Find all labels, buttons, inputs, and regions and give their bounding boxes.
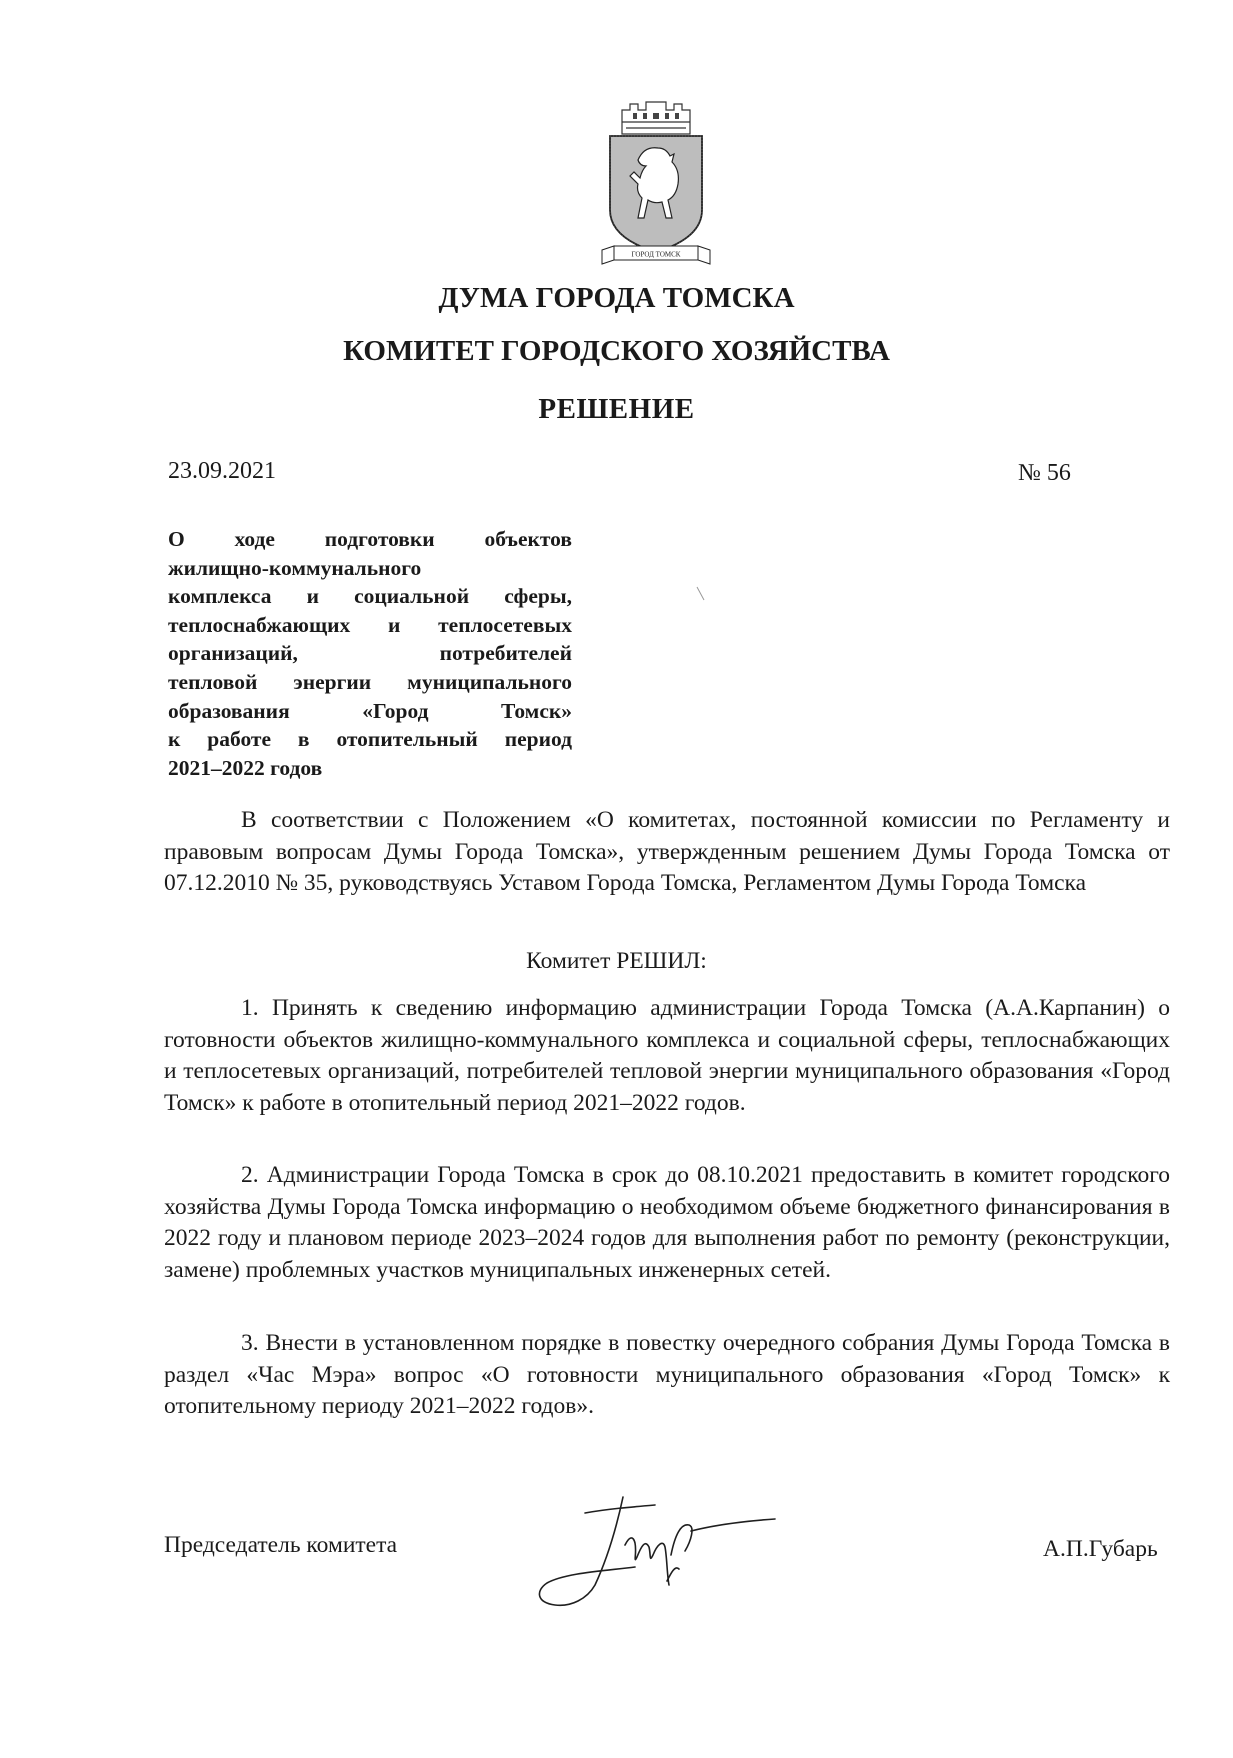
subject-line: комплекса и социальной сферы, — [168, 584, 572, 609]
subject-line: 2021–2022 годов — [168, 755, 323, 780]
subject-line: к работе в отопительный период — [168, 727, 572, 752]
emblem-ribbon-text: ГОРОД ТОМСК — [631, 250, 681, 259]
subject-line: О ходе подготовки объектов — [168, 527, 572, 551]
committee-title: КОМИТЕТ ГОРОДСКОГО ХОЗЯЙСТВА — [343, 335, 890, 367]
resolution-item-3: 3. Внести в установленном порядке в повестку очередного собрания Думы Города Томска в раздел «Час Мэра» вопрос «О готовности муниципального образования «Город Томск» к отопительному периоду 2021–2022 годов». — [164, 1330, 1170, 1419]
subject-line: образования «Город Томск» — [168, 698, 572, 723]
signer-name: А.П.Губарь — [1043, 1536, 1158, 1562]
preamble-paragraph: В соответствии с Положением «О комитетах, постоянной комиссии по Регламенту и правовым вопросам Думы Города Томска», утвержденным решением Думы Города Томска от 07.12.2010 № 35, руководствуясь Уставом Города Томска, Регламентом Думы Города Томска — [164, 807, 1170, 896]
document-subject — [168, 525, 572, 782]
organization-title: ДУМА ГОРОДА ТОМСКА — [438, 282, 795, 314]
resolution-item-2: 2. Администрации Города Томска в срок до 08.10.2021 предоставить в комитет городского хозяйства Думы Города Томска информацию о необходимом объеме бюджетного финансирования в 2022 году и плановом периоде 2023–2024 годов для выполнения работ по ремонту (реконструкции, замене) проблемных участков муниципальных инженерных сетей. — [164, 1162, 1170, 1283]
document-number: № 56 — [1018, 460, 1071, 486]
subject-line: теплоснабжающих и теплосетевых — [168, 612, 572, 637]
document-type: РЕШЕНИЕ — [538, 393, 695, 425]
resolved-heading: Комитет РЕШИЛ: — [526, 948, 707, 974]
document-date: 23.09.2021 — [168, 458, 276, 484]
signer-position: Председатель комитета — [164, 1532, 398, 1558]
coat-of-arms-emblem — [600, 100, 712, 270]
subject-line: тепловой энергии муниципального — [168, 669, 572, 694]
handwritten-signature — [525, 1485, 785, 1610]
resolution-item-1: 1. Принять к сведению информацию администрации Города Томска (А.А.Карпанин) о готовности объектов жилищно-коммунального комплекса и социальной сферы, теплоснабжающих и теплосетевых организаций, потребителей тепловой энергии муниципального образования «Город Томск» к работе в отопительный период 2021–2022 годов. — [164, 995, 1170, 1116]
subject-line: жилищно-коммунального — [168, 555, 422, 580]
scan-mark — [695, 585, 707, 603]
subject-line: организаций, потребителей — [168, 641, 572, 666]
